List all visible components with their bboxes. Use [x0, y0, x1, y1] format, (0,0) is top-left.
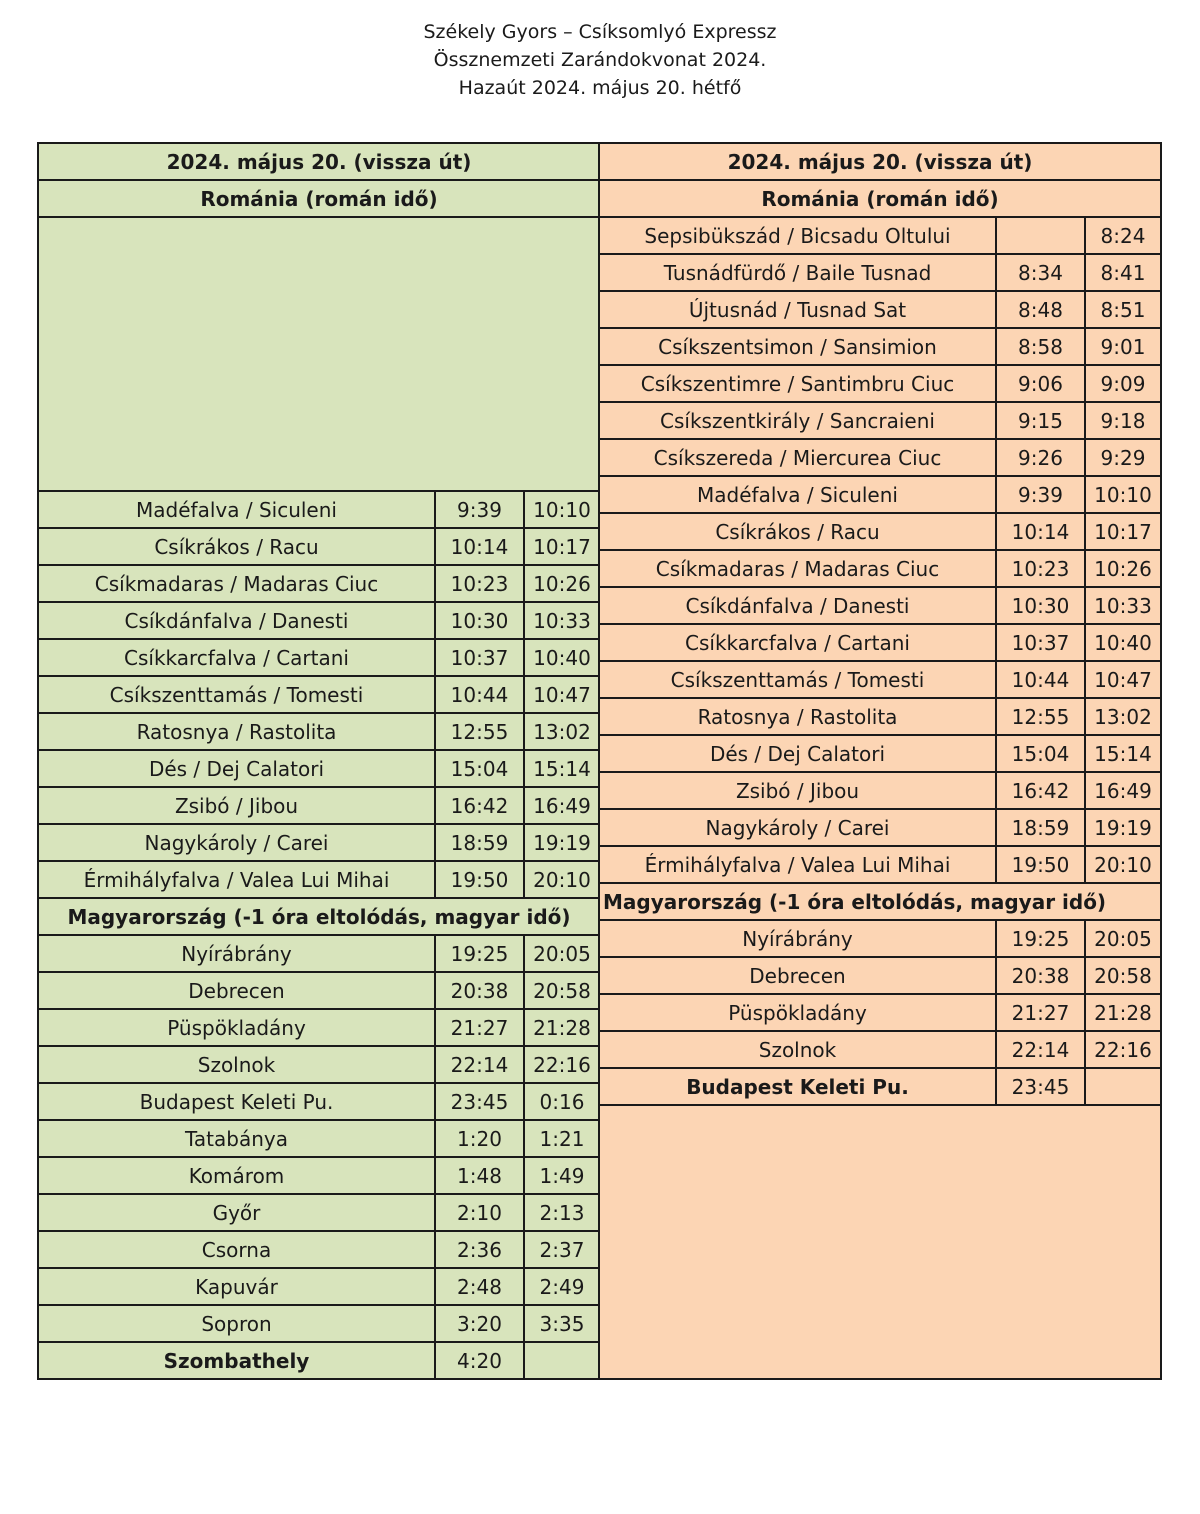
station-cell: Csíkmadaras / Madaras Ciuc [38, 565, 435, 602]
arrival-cell: 20:38 [996, 957, 1085, 994]
station-cell: Püspökladány [38, 1009, 435, 1046]
table-row [38, 824, 600, 861]
country-row [599, 180, 1161, 217]
hungary-rows [38, 935, 600, 1379]
station-cell: Zsibó / Jibou [38, 787, 435, 824]
departure-cell: 16:49 [1085, 772, 1161, 809]
departure-cell: 15:14 [1085, 735, 1161, 772]
station-cell: Csíkrákos / Racu [599, 513, 996, 550]
arrival-cell: 16:42 [996, 772, 1085, 809]
station-cell: Ratosnya / Rastolita [599, 698, 996, 735]
station-cell: Kapuvár [38, 1268, 435, 1305]
departure-cell: 13:02 [1085, 698, 1161, 735]
departure-cell: 10:17 [524, 528, 600, 565]
table-row [599, 1068, 1161, 1105]
country-heading-romania: Románia (román idő) [599, 180, 1161, 217]
arrival-cell: 19:25 [435, 935, 524, 972]
station-cell: Ratosnya / Rastolita [38, 713, 435, 750]
departure-cell: 0:16 [524, 1083, 600, 1120]
arrival-cell: 15:04 [996, 735, 1085, 772]
station-cell: Tusnádfürdő / Baile Tusnad [599, 254, 996, 291]
station-cell: Sepsibükszád / Bicsadu Oltului [599, 217, 996, 254]
arrival-cell: 10:23 [435, 565, 524, 602]
table-header: 2024. május 20. (vissza út) [599, 143, 1161, 180]
table-row [599, 254, 1161, 291]
station-cell: Szolnok [38, 1046, 435, 1083]
station-cell: Sopron [38, 1305, 435, 1342]
departure-cell: 2:13 [524, 1194, 600, 1231]
arrival-cell: 2:10 [435, 1194, 524, 1231]
station-cell: Csíkdánfalva / Danesti [599, 587, 996, 624]
title-line-2: Össznemzeti Zarándokvonat 2024. [433, 49, 767, 71]
station-cell: Csíkrákos / Racu [38, 528, 435, 565]
arrival-cell: 9:26 [996, 439, 1085, 476]
arrival-cell: 23:45 [996, 1068, 1085, 1105]
arrival-cell: 4:20 [435, 1342, 524, 1379]
title-line-3: Hazaút 2024. május 20. hétfő [458, 77, 742, 99]
departure-cell [1085, 1068, 1161, 1105]
station-cell: Csíkmadaras / Madaras Ciuc [599, 550, 996, 587]
arrival-cell: 8:48 [996, 291, 1085, 328]
station-cell: Zsibó / Jibou [599, 772, 996, 809]
arrival-cell: 20:38 [435, 972, 524, 1009]
blank-block [38, 217, 600, 491]
arrival-cell: 10:30 [435, 602, 524, 639]
table-row [38, 1120, 600, 1157]
departure-cell: 8:51 [1085, 291, 1161, 328]
station-cell: Csíkszentimre / Santimbru Ciuc [599, 365, 996, 402]
arrival-cell [996, 217, 1085, 254]
arrival-cell: 21:27 [435, 1009, 524, 1046]
station-cell: Csíkdánfalva / Danesti [38, 602, 435, 639]
table-row [599, 365, 1161, 402]
arrival-cell: 10:14 [996, 513, 1085, 550]
station-cell: Újtusnád / Tusnad Sat [599, 291, 996, 328]
station-cell: Szombathely [38, 1342, 435, 1379]
departure-cell: 15:14 [524, 750, 600, 787]
departure-cell: 10:47 [524, 676, 600, 713]
arrival-cell: 22:14 [996, 1031, 1085, 1068]
departure-cell [524, 1342, 600, 1379]
departure-cell: 10:47 [1085, 661, 1161, 698]
departure-cell: 10:40 [1085, 624, 1161, 661]
departure-cell: 10:33 [524, 602, 600, 639]
station-cell: Budapest Keleti Pu. [38, 1083, 435, 1120]
table-row [599, 698, 1161, 735]
departure-cell: 10:10 [524, 491, 600, 528]
table-row [599, 587, 1161, 624]
table-row [599, 513, 1161, 550]
arrival-cell: 8:34 [996, 254, 1085, 291]
arrival-cell: 9:06 [996, 365, 1085, 402]
country-row [599, 883, 1161, 920]
departure-cell: 8:41 [1085, 254, 1161, 291]
table-row [38, 1305, 600, 1342]
departure-cell: 1:49 [524, 1157, 600, 1194]
table-row [38, 1009, 600, 1046]
timetable-right [598, 142, 1162, 1380]
station-cell: Debrecen [38, 972, 435, 1009]
table-row [38, 972, 600, 1009]
table-row [38, 1342, 600, 1379]
station-cell: Szolnok [599, 1031, 996, 1068]
station-cell: Budapest Keleti Pu. [599, 1068, 996, 1105]
station-cell: Nagykároly / Carei [38, 824, 435, 861]
romania-rows [599, 476, 1161, 883]
country-heading-hungary: Magyarország (-1 óra eltolódás, magyar idő) [38, 898, 600, 935]
table-row [38, 713, 600, 750]
departure-cell: 2:37 [524, 1231, 600, 1268]
table-row [38, 676, 600, 713]
departure-cell: 10:26 [524, 565, 600, 602]
arrival-cell: 10:44 [996, 661, 1085, 698]
station-cell: Csíkszentkirály / Sancraieni [599, 402, 996, 439]
station-cell: Püspökladány [599, 994, 996, 1031]
departure-cell: 9:18 [1085, 402, 1161, 439]
blank-block-row [599, 1105, 1161, 1379]
table-row [38, 565, 600, 602]
table-row [599, 217, 1161, 254]
arrival-cell: 10:14 [435, 528, 524, 565]
table-row [599, 920, 1161, 957]
station-cell: Komárom [38, 1157, 435, 1194]
table-row [38, 639, 600, 676]
departure-cell: 9:01 [1085, 328, 1161, 365]
arrival-cell: 10:30 [996, 587, 1085, 624]
arrival-cell: 18:59 [435, 824, 524, 861]
departure-cell: 19:19 [524, 824, 600, 861]
departure-cell: 9:29 [1085, 439, 1161, 476]
arrival-cell: 15:04 [435, 750, 524, 787]
table-row [38, 787, 600, 824]
arrival-cell: 9:39 [996, 476, 1085, 513]
station-cell: Csíkszenttamás / Tomesti [599, 661, 996, 698]
title-line-1: Székely Gyors – Csíksomlyó Expressz [423, 21, 777, 43]
pre-rows [599, 217, 1161, 476]
table-row [599, 328, 1161, 365]
table-row [38, 602, 600, 639]
arrival-cell: 21:27 [996, 994, 1085, 1031]
arrival-cell: 3:20 [435, 1305, 524, 1342]
table-row [599, 624, 1161, 661]
table-row [599, 439, 1161, 476]
country-row [38, 180, 600, 217]
table-row [38, 1083, 600, 1120]
table-row [38, 861, 600, 898]
departure-cell: 1:21 [524, 1120, 600, 1157]
arrival-cell: 16:42 [435, 787, 524, 824]
table-row [38, 1231, 600, 1268]
table-row [38, 1157, 600, 1194]
departure-cell: 20:05 [524, 935, 600, 972]
timetable-left [37, 142, 601, 1380]
station-cell: Csíkszentsimon / Sansimion [599, 328, 996, 365]
arrival-cell: 19:50 [435, 861, 524, 898]
station-cell: Madéfalva / Siculeni [599, 476, 996, 513]
arrival-cell: 12:55 [996, 698, 1085, 735]
country-heading-hungary: Magyarország (-1 óra eltolódás, magyar idő) [599, 883, 1161, 920]
table-row [38, 528, 600, 565]
table-row [599, 550, 1161, 587]
table-row [599, 661, 1161, 698]
departure-cell: 2:49 [524, 1268, 600, 1305]
table-row [38, 935, 600, 972]
country-heading-romania: Románia (román idő) [38, 180, 600, 217]
station-cell: Csíkszereda / Miercurea Ciuc [599, 439, 996, 476]
arrival-cell: 12:55 [435, 713, 524, 750]
arrival-cell: 19:50 [996, 846, 1085, 883]
departure-cell: 16:49 [524, 787, 600, 824]
departure-cell: 20:58 [524, 972, 600, 1009]
station-cell: Dés / Dej Calatori [38, 750, 435, 787]
departure-cell: 21:28 [1085, 994, 1161, 1031]
departure-cell: 20:58 [1085, 957, 1161, 994]
table-row [599, 846, 1161, 883]
arrival-cell: 23:45 [435, 1083, 524, 1120]
departure-cell: 3:35 [524, 1305, 600, 1342]
table-row [38, 750, 600, 787]
table-row [38, 1046, 600, 1083]
departure-cell: 8:24 [1085, 217, 1161, 254]
blank-block-row [38, 217, 600, 491]
table-row [599, 735, 1161, 772]
arrival-cell: 22:14 [435, 1046, 524, 1083]
table-row [599, 994, 1161, 1031]
table-row [599, 957, 1161, 994]
station-cell: Csíkkarcfalva / Cartani [38, 639, 435, 676]
departure-cell: 10:17 [1085, 513, 1161, 550]
arrival-cell: 2:36 [435, 1231, 524, 1268]
departure-cell: 10:40 [524, 639, 600, 676]
arrival-cell: 19:25 [996, 920, 1085, 957]
station-cell: Győr [38, 1194, 435, 1231]
station-cell: Madéfalva / Siculeni [38, 491, 435, 528]
station-cell: Érmihályfalva / Valea Lui Mihai [599, 846, 996, 883]
station-cell: Csíkkarcfalva / Cartani [599, 624, 996, 661]
departure-cell: 20:05 [1085, 920, 1161, 957]
table-row [38, 1194, 600, 1231]
departure-cell: 22:16 [1085, 1031, 1161, 1068]
station-cell: Nyírábrány [38, 935, 435, 972]
table-row [599, 402, 1161, 439]
departure-cell: 10:10 [1085, 476, 1161, 513]
arrival-cell: 1:48 [435, 1157, 524, 1194]
table-row [38, 1268, 600, 1305]
table-header-row [599, 143, 1161, 180]
station-cell: Érmihályfalva / Valea Lui Mihai [38, 861, 435, 898]
station-cell: Csorna [38, 1231, 435, 1268]
table-row [599, 772, 1161, 809]
station-cell: Nagykároly / Carei [599, 809, 996, 846]
table-row [599, 1031, 1161, 1068]
departure-cell: 19:19 [1085, 809, 1161, 846]
arrival-cell: 9:39 [435, 491, 524, 528]
arrival-cell: 10:37 [996, 624, 1085, 661]
station-cell: Dés / Dej Calatori [599, 735, 996, 772]
station-cell: Csíkszenttamás / Tomesti [38, 676, 435, 713]
station-cell: Tatabánya [38, 1120, 435, 1157]
romania-rows [38, 491, 600, 898]
departure-cell: 21:28 [524, 1009, 600, 1046]
country-row [38, 898, 600, 935]
departure-cell: 10:26 [1085, 550, 1161, 587]
departure-cell: 13:02 [524, 713, 600, 750]
arrival-cell: 10:23 [996, 550, 1085, 587]
departure-cell: 9:09 [1085, 365, 1161, 402]
arrival-cell: 18:59 [996, 809, 1085, 846]
table-header: 2024. május 20. (vissza út) [38, 143, 600, 180]
blank-block [599, 1105, 1161, 1379]
table-row [599, 476, 1161, 513]
station-cell: Nyírábrány [599, 920, 996, 957]
document-title [0, 18, 1200, 102]
arrival-cell: 2:48 [435, 1268, 524, 1305]
table-header-row [38, 143, 600, 180]
station-cell: Debrecen [599, 957, 996, 994]
departure-cell: 22:16 [524, 1046, 600, 1083]
arrival-cell: 10:44 [435, 676, 524, 713]
departure-cell: 10:33 [1085, 587, 1161, 624]
departure-cell: 20:10 [524, 861, 600, 898]
arrival-cell: 8:58 [996, 328, 1085, 365]
arrival-cell: 9:15 [996, 402, 1085, 439]
table-row [38, 491, 600, 528]
departure-cell: 20:10 [1085, 846, 1161, 883]
table-row [599, 809, 1161, 846]
table-row [599, 291, 1161, 328]
arrival-cell: 10:37 [435, 639, 524, 676]
arrival-cell: 1:20 [435, 1120, 524, 1157]
hungary-rows [599, 920, 1161, 1105]
